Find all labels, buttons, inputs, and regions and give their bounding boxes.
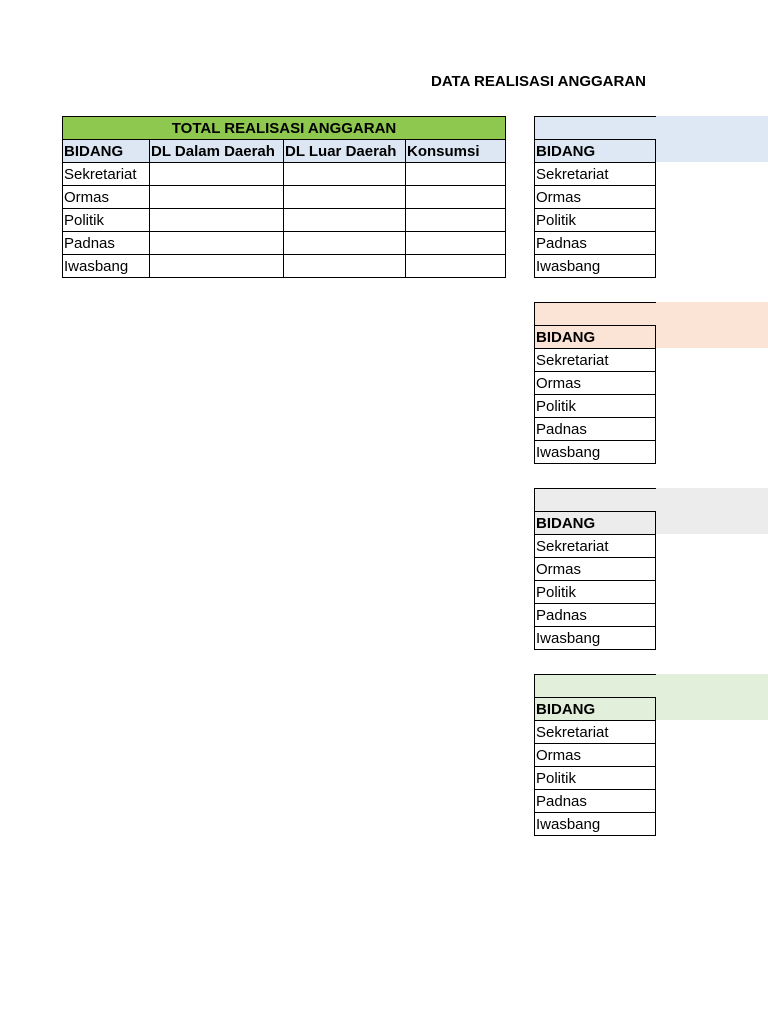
cell-dl-luar-daerah[interactable] <box>284 255 406 278</box>
table-row <box>535 721 656 744</box>
side-table <box>534 302 656 464</box>
cell-dl-luar-daerah[interactable] <box>284 232 406 255</box>
cell-dl-luar-daerah[interactable] <box>284 163 406 186</box>
side-table <box>534 674 656 836</box>
table-row <box>535 395 656 418</box>
table-row <box>535 209 656 232</box>
table-row <box>535 558 656 581</box>
table-row <box>63 163 506 186</box>
cell-dl-dalam-daerah[interactable] <box>150 255 284 278</box>
row-label[interactable]: Sekretariat <box>535 349 656 372</box>
row-label[interactable]: Politik <box>535 395 656 418</box>
total-realisasi-table <box>62 116 506 278</box>
cell-konsumsi[interactable] <box>406 232 506 255</box>
side-table-title-cell[interactable] <box>535 675 656 698</box>
row-label[interactable]: Politik <box>535 581 656 604</box>
row-label[interactable]: Ormas <box>535 744 656 767</box>
row-label[interactable]: Sekretariat <box>535 721 656 744</box>
column-header-dl-luar-daerah: DL Luar Daerah <box>284 140 406 163</box>
table-row <box>535 372 656 395</box>
table-row <box>535 604 656 627</box>
side-table-title-cell[interactable] <box>535 489 656 512</box>
table-row <box>535 535 656 558</box>
row-label[interactable]: Iwasbang <box>535 627 656 650</box>
cell-konsumsi[interactable] <box>406 255 506 278</box>
row-label[interactable]: Iwasbang <box>63 255 150 278</box>
cell-konsumsi[interactable] <box>406 186 506 209</box>
row-label[interactable]: Sekretariat <box>63 163 150 186</box>
row-label[interactable]: Ormas <box>535 186 656 209</box>
table-row <box>535 627 656 650</box>
table-row <box>535 163 656 186</box>
cell-konsumsi[interactable] <box>406 209 506 232</box>
table-row <box>535 441 656 464</box>
column-header-konsumsi: Konsumsi <box>406 140 506 163</box>
row-label[interactable]: Politik <box>535 767 656 790</box>
row-label[interactable]: Iwasbang <box>535 441 656 464</box>
cell-dl-dalam-daerah[interactable] <box>150 163 284 186</box>
table-row <box>63 186 506 209</box>
table-row <box>535 581 656 604</box>
cell-dl-dalam-daerah[interactable] <box>150 209 284 232</box>
side-table-header: BIDANG <box>535 140 656 163</box>
table-row <box>535 744 656 767</box>
table-row <box>535 790 656 813</box>
row-label[interactable]: Padnas <box>535 232 656 255</box>
row-label[interactable]: Padnas <box>535 418 656 441</box>
row-label[interactable]: Sekretariat <box>535 535 656 558</box>
table-row <box>63 232 506 255</box>
row-label[interactable]: Iwasbang <box>535 255 656 278</box>
table-row <box>535 232 656 255</box>
column-header-dl-dalam-daerah: DL Dalam Daerah <box>150 140 284 163</box>
table-row <box>63 255 506 278</box>
column-header-bidang: BIDANG <box>63 140 150 163</box>
row-label[interactable]: Politik <box>63 209 150 232</box>
cell-dl-dalam-daerah[interactable] <box>150 186 284 209</box>
table-row <box>535 813 656 836</box>
side-table <box>534 116 656 278</box>
side-table-title-cell[interactable] <box>535 117 656 140</box>
table-row <box>535 767 656 790</box>
side-table-title-cell[interactable] <box>535 303 656 326</box>
table-row <box>535 349 656 372</box>
row-label[interactable]: Ormas <box>63 186 150 209</box>
table-title: TOTAL REALISASI ANGGARAN <box>63 117 506 140</box>
row-label[interactable]: Sekretariat <box>535 163 656 186</box>
page-title: DATA REALISASI ANGGARAN <box>431 73 646 90</box>
side-table-header: BIDANG <box>535 326 656 349</box>
table-row <box>63 209 506 232</box>
row-label[interactable]: Padnas <box>535 790 656 813</box>
side-table-header: BIDANG <box>535 512 656 535</box>
row-label[interactable]: Politik <box>535 209 656 232</box>
cell-konsumsi[interactable] <box>406 163 506 186</box>
cell-dl-dalam-daerah[interactable] <box>150 232 284 255</box>
row-label[interactable]: Padnas <box>535 604 656 627</box>
side-table <box>534 488 656 650</box>
row-label[interactable]: Ormas <box>535 558 656 581</box>
table-row <box>535 255 656 278</box>
side-table-header: BIDANG <box>535 698 656 721</box>
row-label[interactable]: Iwasbang <box>535 813 656 836</box>
row-label[interactable]: Ormas <box>535 372 656 395</box>
cell-dl-luar-daerah[interactable] <box>284 209 406 232</box>
table-row <box>535 418 656 441</box>
table-row <box>535 186 656 209</box>
row-label[interactable]: Padnas <box>63 232 150 255</box>
cell-dl-luar-daerah[interactable] <box>284 186 406 209</box>
